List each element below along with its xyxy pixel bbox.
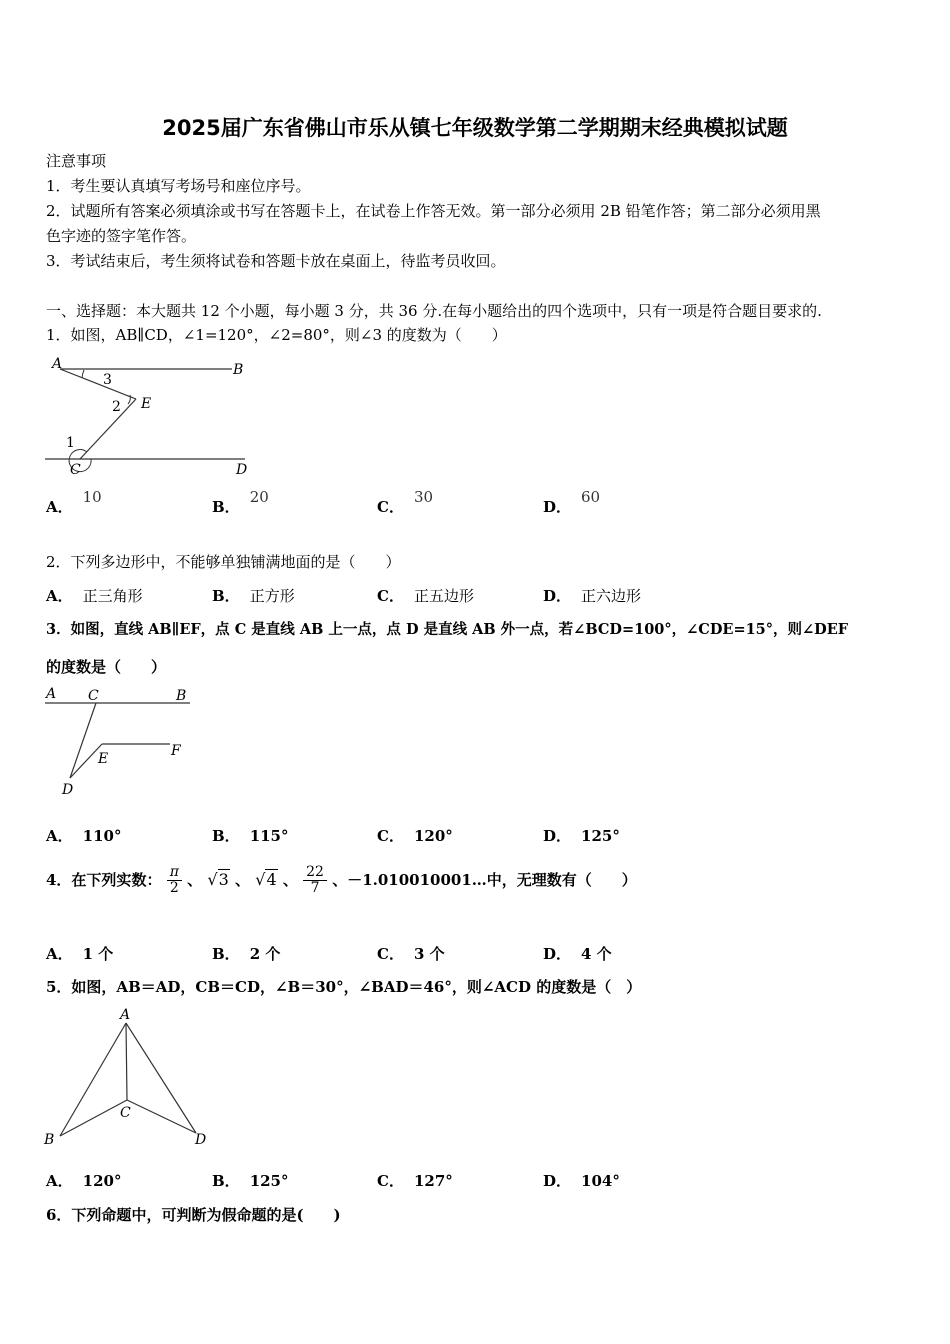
q3-option-d[interactable]: D． 125° [543,827,620,845]
fig5-label-A: A [120,1007,131,1023]
fig5-label-B: B [44,1132,55,1148]
notice-item: 色字迹的签字笔作答。 [46,227,197,245]
fig3-label-D: D [62,782,74,798]
fig1-label-3: 3 [103,372,112,388]
fig1-label-B: B [233,362,244,378]
fig1-label-2: 2 [112,399,121,415]
q1-option-a[interactable]: A．10 [46,488,102,516]
q3-option-b[interactable]: B． 115° [212,827,289,845]
question-3-stem-cont: 的度数是（ ） [46,658,167,676]
page-title: 2025届广东省佛山市乐从镇七年级数学第二学期期末经典模拟试题 [162,116,788,140]
sqrt-4: √4 [255,870,277,889]
sqrt-3: √3 [207,870,229,889]
question-6-stem: 6．下列命题中，可判断为假命题的是( ) [46,1206,341,1224]
q1-option-d[interactable]: D．60 [543,488,601,516]
q3-option-c[interactable]: C． 120° [377,827,453,845]
fig5-label-C: C [120,1105,131,1121]
fig3-label-F: F [171,743,181,759]
fig1-label-D: D [236,462,248,478]
q2-option-d[interactable]: D． 正六边形 [543,587,642,605]
fig3-label-B: B [176,688,187,704]
q2-option-b[interactable]: B． 正方形 [212,587,295,605]
notice-item: 3．考试结束后，考生须将试卷和答题卡放在桌面上，待监考员收回。 [46,252,506,270]
q3-option-a[interactable]: A． 110° [46,827,122,845]
question-3-stem: 3．如图，直线 AB∥EF，点 C 是直线 AB 上一点，点 D 是直线 AB 外一点，若∠BCD=100°，∠CDE=15°，则∠DEF [46,621,849,638]
fig3-label-C: C [88,688,99,704]
question-4-stem: 4．在下列实数： $\frac{\pi}{2}$ 、 √3 、 √4 、 $\frac{22}{7}$ 、－1.010010001…中，无理数有（ ） [46,863,637,896]
question-1-stem: 1．如图，AB∥CD，∠1=120°，∠2=80°，则∠3 的度数为（ ） [46,326,507,344]
question-1-figure [40,352,260,480]
notice-item: 1．考生要认真填写考场号和座位序号。 [46,177,311,195]
question-5-figure [40,1005,215,1150]
q5-option-a[interactable]: A． 120° [46,1172,122,1190]
fig1-label-A: A [52,356,63,372]
fig3-label-A: A [46,686,57,702]
q5-option-d[interactable]: D． 104° [543,1172,620,1190]
fig1-label-1: 1 [66,435,75,451]
notice-heading: 注意事项 [46,152,107,170]
q5-option-c[interactable]: C． 127° [377,1172,453,1190]
fig1-label-C: C [70,462,81,478]
fraction-22-over-7: $\frac{22}{7}$ [303,865,327,896]
fig1-label-E: E [141,396,152,412]
question-5-stem: 5．如图，AB＝AD，CB＝CD，∠B＝30°，∠BAD＝46°，则∠ACD 的度数是（ ） [46,978,642,996]
q2-option-c[interactable]: C． 正五边形 [377,587,474,605]
question-2-stem: 2．下列多边形中，不能够单独铺满地面的是（ ） [46,553,401,571]
question-3-figure [40,682,200,800]
q1-option-c[interactable]: C．30 [377,488,434,516]
fig3-label-E: E [98,751,109,767]
fraction-pi-over-2: $\frac{\pi}{2}$ [167,865,182,896]
notice-item: 2．试题所有答案必须填涂或书写在答题卡上，在试卷上作答无效。第一部分必须用 2B 铅笔作答；第二部分必须用黑 [46,202,821,220]
section-heading: 一、选择题：本大题共 12 个小题，每小题 3 分，共 36 分.在每小题给出的四个选项中，只有一项是符合题目要求的. [46,302,822,320]
q4-option-b[interactable]: B． 2 个 [212,945,281,963]
q2-option-a[interactable]: A． 正三角形 [46,587,143,605]
q4-option-a[interactable]: A． 1 个 [46,945,114,963]
fig5-label-D: D [195,1132,207,1148]
q5-option-b[interactable]: B． 125° [212,1172,289,1190]
q4-option-d[interactable]: D． 4 个 [543,945,612,963]
q4-option-c[interactable]: C． 3 个 [377,945,445,963]
q1-option-b[interactable]: B．20 [212,488,269,516]
